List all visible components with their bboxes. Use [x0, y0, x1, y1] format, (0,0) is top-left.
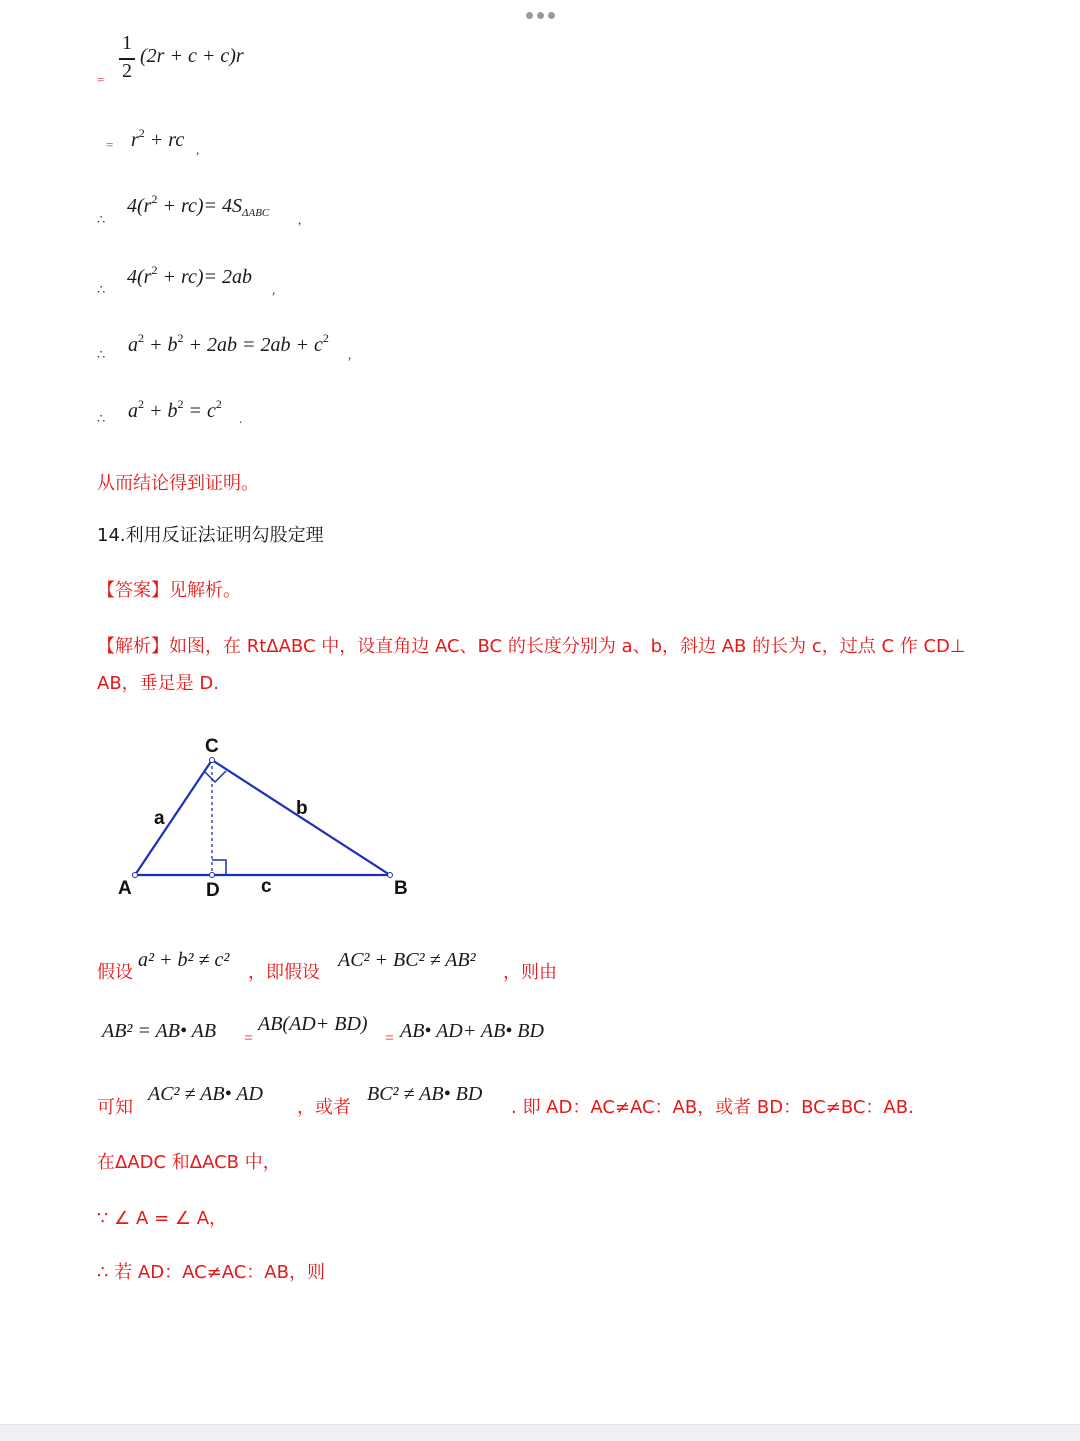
equals-mark: =: [244, 1030, 254, 1047]
comma: ,: [196, 142, 200, 157]
know-expression-2: BC² ≠ AB• BD: [367, 1083, 483, 1105]
therefore-mark: ∴: [97, 411, 106, 426]
right-angle-mark-d: [212, 860, 226, 875]
label-side-a: a: [154, 808, 165, 829]
step-2-expression: $r^2$ + rc: [131, 126, 185, 151]
equals-mark: =: [106, 137, 114, 152]
know-prefix: 可知: [97, 1097, 133, 1118]
expand-part-1: AB² = AB• AB: [102, 1020, 217, 1042]
more-options-indicator[interactable]: [0, 6, 1080, 24]
equals-mark: =: [385, 1030, 395, 1047]
comma: ,: [348, 347, 352, 362]
fraction-denominator: 2: [122, 60, 132, 82]
assume-suffix: ，则由: [503, 962, 557, 983]
know-expression-1: AC² ≠ AB• AD: [148, 1083, 263, 1105]
know-middle: ，或者: [297, 1097, 351, 1118]
conclusion-text: 从而结论得到证明。: [97, 473, 259, 494]
period: .: [239, 411, 243, 426]
label-c-vertex: C: [205, 736, 219, 757]
therefore-mark: ∴: [97, 347, 106, 362]
right-triangle-figure: [110, 730, 430, 905]
triangle-comparison-line: 在ΔADC 和ΔACB 中，: [97, 1152, 281, 1173]
label-side-b: b: [296, 798, 308, 819]
step-6-expression: $a^2 + b^2 = c^2$: [128, 397, 222, 422]
assume-expression-1: a² + b² ≠ c²: [138, 949, 230, 971]
label-b-vertex: B: [394, 878, 408, 899]
step-3-expression: $4(r^2 + rc)= 4S_{\Delta ABC}$: [127, 192, 270, 219]
assume-expression-2: AC² + BC² ≠ AB²: [338, 949, 476, 971]
because-line: ∵ ∠ A = ∠ A，: [97, 1208, 228, 1229]
answer-text: 【答案】见解析。: [97, 580, 241, 601]
bottom-bar: [0, 1424, 1080, 1441]
comma: ,: [298, 212, 302, 227]
label-d-vertex: D: [206, 880, 220, 901]
expand-part-3: AB• AD+ AB• BD: [400, 1020, 544, 1042]
equals-mark: =: [97, 72, 105, 87]
step-5-expression: $a^2 + b^2 + 2ab = 2ab + c^2$: [128, 331, 329, 356]
label-a-vertex: A: [118, 878, 132, 899]
therefore-mark: ∴: [97, 282, 106, 297]
fraction-numerator: 1: [122, 32, 132, 54]
label-side-c: c: [261, 876, 272, 897]
side-ac: [135, 760, 212, 875]
step-1-expression: (2r + c + c)r: [140, 45, 244, 67]
expand-part-2: AB(AD+ BD): [258, 1013, 368, 1035]
assume-middle: ，即假设: [248, 962, 320, 983]
therefore-line: ∴ 若 AD：AC≠AC：AB，则: [97, 1262, 325, 1283]
comma: ,: [272, 282, 276, 297]
therefore-mark: ∴: [97, 212, 106, 227]
step-4-expression: $4(r^2 + rc)= 2ab$: [127, 263, 253, 288]
analysis-line-2: AB，垂足是 D.: [97, 673, 219, 694]
problem-title: 14.利用反证法证明勾股定理: [97, 525, 324, 546]
assume-prefix: 假设: [97, 962, 133, 983]
right-angle-mark-c: [205, 771, 226, 782]
analysis-line-1: 【解析】如图，在 RtΔABC 中，设直角边 AC、BC 的长度分别为 a、b，斜边 AB 的长为 c，过点 C 作 CD⊥: [97, 636, 966, 657]
know-suffix: . 即 AD：AC≠AC：AB，或者 BD：BC≠BC：AB.: [511, 1097, 914, 1118]
